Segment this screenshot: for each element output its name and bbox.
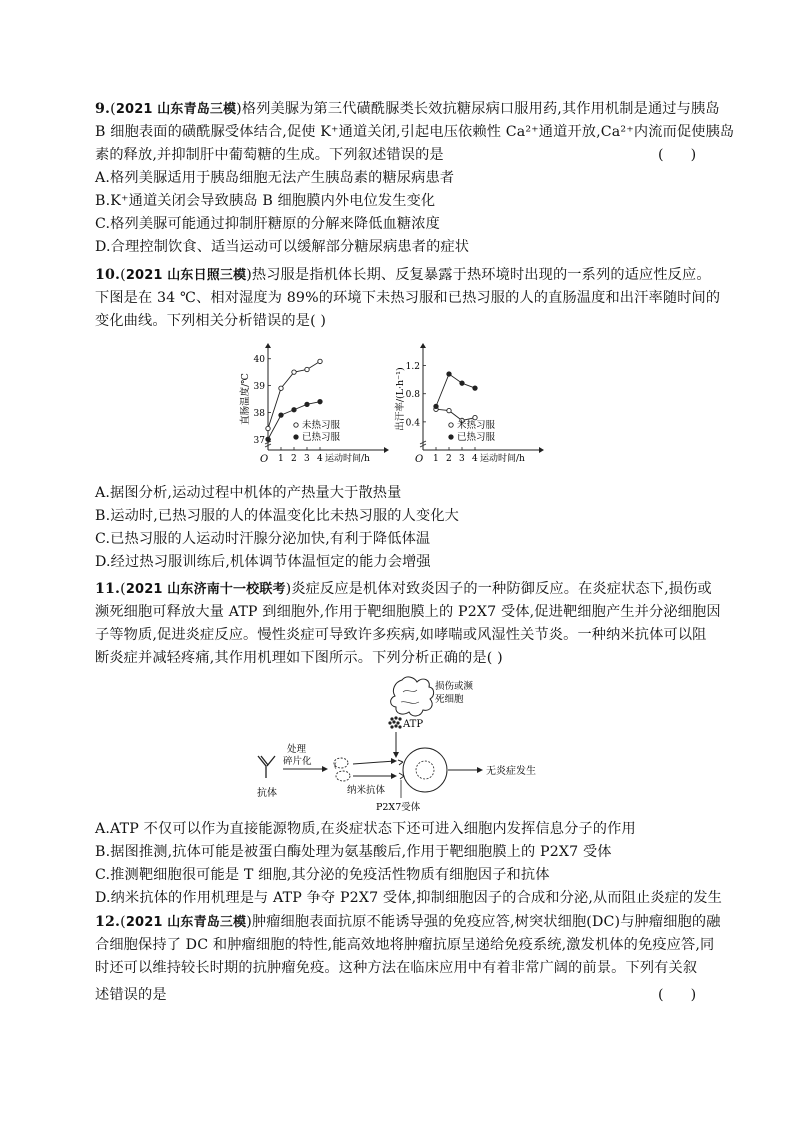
q9-option-a: A.格列美脲适用于胰岛细胞无法产生胰岛素的糖尿病患者 [95, 170, 455, 186]
q9-stem-1: 格列美脲为第三代磺酰脲类长效抗糖尿病口服用药,其作用机制是通过与胰岛 [241, 101, 720, 117]
chart2-series-line-1 [436, 409, 475, 420]
q10-line-1: 10.(2021 山东日照三模)热习服是指机体长期、反复暴露于热环境时出现的一系列的适应性反应。 [95, 267, 711, 283]
nano-antibody-label: 纳米抗体 [347, 785, 386, 796]
chart1-origin-label: O [260, 454, 269, 465]
outcome-arrowhead [477, 767, 483, 773]
chart2-series-point-2 [434, 404, 438, 408]
nano-fragment-mark: ( [334, 762, 337, 770]
chart1-legend-marker-2 [294, 435, 298, 439]
q9-option-c: C.格列美脲可能通过抑制肝糖原的分解来降低血糖浓度 [95, 216, 440, 232]
target-cell-nucleus [416, 761, 434, 779]
nano-arrowhead-upper [391, 758, 397, 764]
chart1-y-axis-title: 直肠温度/℃ [240, 373, 251, 425]
atp-arrowhead [393, 752, 399, 758]
chart2-y-tick-label: 0.8 [405, 390, 420, 401]
chart2-y-axis-arrow [420, 343, 426, 348]
q9-line-1: 9.(2021 山东青岛三模)格列美脲为第三代磺酰脲类长效抗糖尿病口服用药,其作用机制是通过与胰岛 [95, 101, 720, 117]
p2x7-receptor-label: P2X7受体 [376, 802, 421, 812]
q11-stem-1: 炎症反应是机体对致炎因子的一种防御反应。在炎症状态下,损伤或 [291, 581, 712, 597]
chart2-series-line-2 [436, 374, 475, 406]
q12-number: 12. [95, 914, 121, 930]
damaged-cell-label-2: 死细胞 [435, 694, 464, 705]
chart1-series-point-2 [292, 408, 296, 412]
q12-stem-1: 肿瘤细胞表面抗原不能诱导强的免疫应答,树突状细胞(DC)与肿瘤细胞的融 [251, 914, 721, 930]
chart1-x-tick-label: 4 [317, 454, 323, 464]
q10-line-3: 变化曲线。下列相关分析错误的是( ) [95, 313, 327, 329]
chart1-y-tick-label: 37 [253, 435, 265, 446]
q10-option-c: C.已热习服的人运动时汗腺分泌加快,有利于降低体温 [95, 531, 431, 547]
chart1-y-tick-label: 38 [253, 408, 265, 419]
chart2-series-point-2 [460, 381, 464, 385]
q9-line-3: 素的释放,并抑制肝中葡萄糖的生成。下列叙述错误的是 [95, 147, 444, 163]
q12-source: 2021 山东青岛三模 [125, 915, 247, 930]
chart1-legend-marker-1 [294, 423, 298, 427]
chart2-y-axis-title: 出汗率/(L·h⁻¹) [395, 367, 406, 431]
damaged-cell-label-1: 损伤或濒 [435, 681, 474, 692]
chart2-axes [394, 343, 544, 465]
q10-option-d: D.经过热习服训练后,机体调节体温恒定的能力会增强 [95, 554, 431, 570]
nano-antibody-mechanism-diagram [255, 672, 545, 812]
q10-option-a: A.据图分析,运动过程中机体的产热量大于散热量 [95, 485, 402, 501]
q11-source: 2021 山东济南十一校联考 [125, 582, 286, 597]
atp-molecules-icon [388, 716, 401, 728]
damaged-cell-texture [401, 690, 419, 703]
chart1-x-tick-label: 1 [278, 454, 284, 464]
q9-option-b: B.K⁺通道关闭会导致胰岛 B 细胞膜内外电位发生变化 [95, 193, 436, 209]
process-arrowhead [322, 766, 328, 772]
chart1-series-point-2 [318, 399, 322, 403]
chart2-series-point-1 [447, 408, 451, 412]
chart2-series-point-2 [473, 386, 477, 390]
chart1-series-point-1 [305, 367, 309, 371]
q12-line-3: 时还可以维持较长时期的抗肿瘤免疫。这种方法在临床应用中有着非常广阔的前景。下列有关叙 [95, 960, 698, 976]
q11-line-3: 子等物质,促进炎症反应。慢性炎症可导致许多疾病,如哮喘或风湿性关节炎。一种纳米抗体可以阻 [95, 627, 707, 643]
antibody-label: 抗体 [257, 788, 277, 799]
chart1-legend-label-2: 已热习服 [302, 432, 341, 443]
no-inflammation-label: 无炎症发生 [486, 766, 536, 777]
q9-answer-paren: ( ) [658, 147, 697, 163]
q11-line-2: 濒死细胞可释放大量 ATP 到细胞外,作用于靶细胞膜上的 P2X7 受体,促进靶细胞产生并分泌细胞因 [95, 604, 721, 620]
chart1-y-tick-label: 39 [253, 382, 265, 393]
damaged-cell-shape [391, 677, 434, 716]
q9-number: 9. [95, 101, 111, 117]
chart2-origin-label: O [415, 454, 424, 465]
chart2-legend-marker-2 [449, 435, 453, 439]
chart2-x-axis-arrow [539, 447, 544, 453]
process-label-1: 处理 [287, 744, 307, 755]
chart2-legend-label-1: 未热习服 [457, 420, 496, 431]
q10-source: 2021 山东日照三模 [125, 268, 247, 283]
q11-option-a: A.ATP 不仅可以作为直接能源物质,在炎症状态下还可进入细胞内发挥信息分子的作用 [95, 821, 636, 837]
chart2-legend-marker-1 [449, 423, 453, 427]
q12-answer-paren: ( ) [658, 987, 697, 1003]
chart1-x-axis-title: 运动时间/h [325, 454, 370, 464]
chart1-series-point-1 [279, 386, 283, 390]
chart2-legend-label-2: 已热习服 [457, 432, 496, 443]
q10-option-b: B.运动时,已热习服的人的体温变化比未热习服的人变化大 [95, 508, 459, 524]
chart1-axes [239, 343, 389, 465]
q12-line-4: 述错误的是 [95, 987, 167, 1003]
q12-line-2: 合细胞保持了 DC 和肿瘤细胞的特性,能高效地将肿瘤抗原呈递给免疫系统,激发机体的免疫应答,同 [95, 937, 715, 953]
chart2-x-tick-label: 1 [433, 454, 439, 464]
p2x7-receptor-upper [398, 760, 403, 765]
q9-line-2: B 细胞表面的磺酰脲受体结合,促使 K⁺通道关闭,引起电压依赖性 Ca²⁺通道开放,Ca²⁺内流而促使胰岛 [95, 124, 735, 140]
chart1-series-point-2 [305, 402, 309, 406]
chart1-x-tick-label: 3 [304, 454, 310, 464]
q11-option-d: D.纳米抗体的作用机理是与 ATP 争夺 P2X7 受体,抑制细胞因子的合成和分泌,从而阻止炎症的发生 [95, 890, 723, 906]
chart1-y-axis-arrow [265, 343, 271, 348]
atp-label: ATP [403, 719, 424, 730]
rectal-temperature-chart [238, 340, 403, 475]
q10-line-2: 下图是在 34 ℃、相对湿度为 89%的环境下未热习服和已热习服的人的直肠温度和出汗率随时间的 [95, 290, 721, 306]
q11-line-4: 断炎症并减轻疼痛,其作用机理如下图所示。下列分析正确的是( ) [95, 650, 503, 666]
chart1-x-tick-label: 2 [291, 454, 297, 464]
chart1-series-point-1 [266, 426, 270, 430]
antibody-icon [258, 756, 275, 778]
q10-stem-1: 热习服是指机体长期、反复暴露于热环境时出现的一系列的适应性反应。 [251, 267, 711, 283]
chart2-x-tick-label: 2 [446, 454, 452, 464]
chart2-marks [434, 372, 496, 443]
nano-arrowhead-lower [391, 773, 397, 779]
q12-line-1: 12.(2021 山东青岛三模)肿瘤细胞表面抗原不能诱导强的免疫应答,树突状细胞(DC)与肿瘤细胞的融 [95, 914, 721, 930]
q9-source: 2021 山东青岛三模 [115, 102, 237, 117]
chart1-series-point-2 [266, 437, 270, 441]
chart2-series-point-2 [447, 372, 451, 376]
chart2-y-tick-label: 0.4 [405, 418, 420, 429]
q11-option-b: B.据图推测,抗体可能是被蛋白酶处理为氨基酸后,作用于靶细胞膜上的 P2X7 受体 [95, 844, 612, 860]
chart2-x-tick-label: 4 [472, 454, 478, 464]
q9-option-d: D.合理控制饮食、适当运动可以缓解部分糖尿病患者的症状 [95, 239, 470, 255]
chart2-y-tick-label: 1.2 [405, 362, 420, 373]
chart1-legend-label-1: 未热习服 [302, 420, 341, 431]
process-label-2: 碎片化 [283, 756, 312, 767]
chart1-series-point-1 [318, 359, 322, 363]
q11-line-1: 11.(2021 山东济南十一校联考)炎症反应是机体对致炎因子的一种防御反应。在炎症状态下,损伤或 [95, 581, 712, 597]
chart1-series-point-2 [279, 413, 283, 417]
q11-number: 11. [95, 581, 121, 597]
q10-number: 10. [95, 267, 121, 283]
nano-arrow-upper [353, 761, 395, 764]
chart1-y-tick-label: 40 [253, 355, 265, 366]
q11-option-c: C.推测靶细胞很可能是 T 细胞,其分泌的免疫活性物质有细胞因子和抗体 [95, 867, 550, 883]
chart2-x-axis-title: 运动时间/h [480, 454, 525, 464]
chart2-x-tick-label: 3 [459, 454, 465, 464]
sweat-rate-chart [393, 340, 558, 475]
chart1-series-point-1 [292, 370, 296, 374]
chart1-x-axis-arrow [384, 447, 389, 453]
chart1-marks [266, 359, 341, 443]
target-cell [403, 748, 447, 792]
